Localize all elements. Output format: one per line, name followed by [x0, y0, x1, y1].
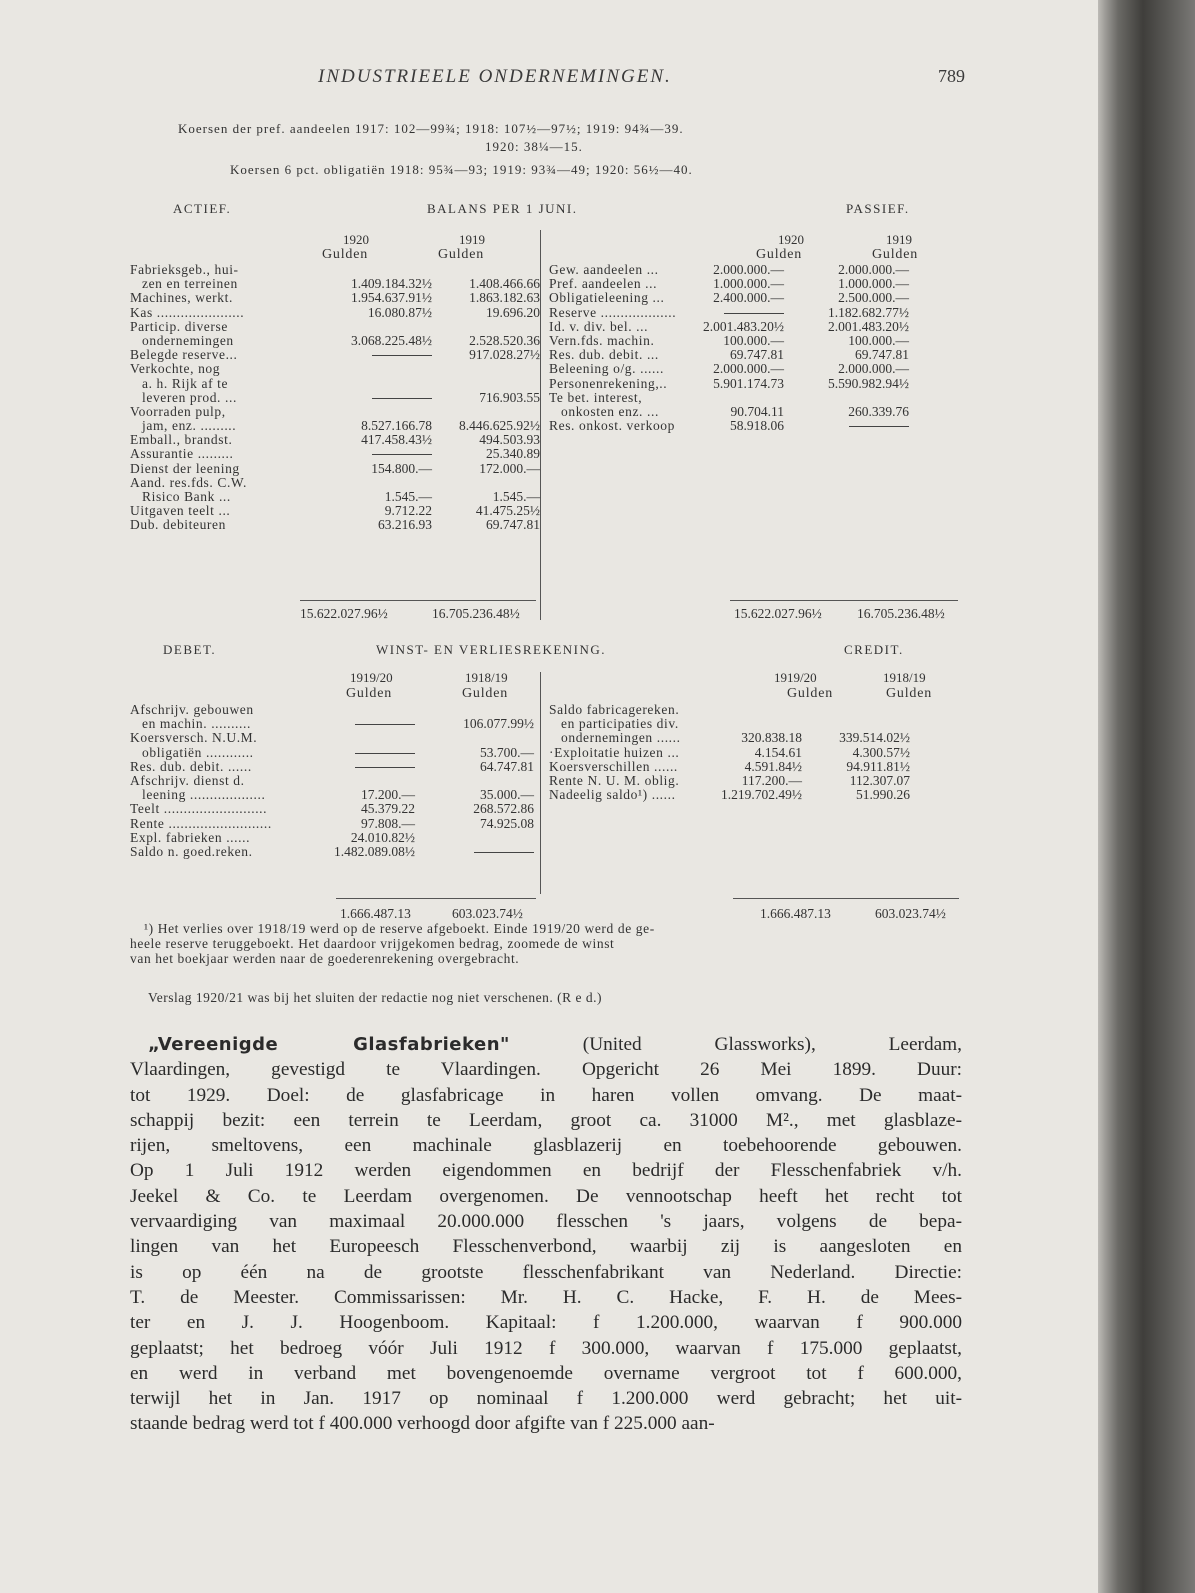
ledger-label: en participaties div.	[561, 716, 679, 732]
winst-total-debet-1919-20: 1.666.487.13	[340, 906, 411, 921]
ledger-row	[549, 362, 969, 376]
ledger-row	[130, 731, 540, 745]
ledger-value: 917.028.27½	[469, 347, 540, 363]
balans-actief-table	[130, 263, 540, 533]
company-entry-line: terwijl het in Jan. 1917 op nominaal f 1.200.000 werd gebracht; het uit-	[130, 1388, 962, 1410]
ledger-row	[130, 518, 540, 532]
ledger-row	[549, 760, 969, 774]
footnote-line: ¹) Het verlies over 1918/19 werd op de reserve afgeboekt. Einde 1919/20 werd de ge-	[144, 921, 655, 936]
ledger-row	[549, 731, 969, 745]
ledger-value: 1.000.000.—	[838, 276, 909, 292]
balans-right-total-rule	[730, 600, 958, 601]
ledger-value: 260.339.76	[848, 403, 909, 419]
ledger-label: Kas ......................	[130, 304, 245, 320]
ledger-value: 4.300.57½	[852, 744, 910, 760]
ledger-value: 1.219.702.49½	[721, 787, 802, 803]
ledger-row	[549, 405, 969, 419]
ledger-label: Dub. debiteuren	[130, 517, 226, 533]
company-entry-line: schappij bezit: een terrein te Leerdam, groot ca. 31000 M²., met glasblaze-	[130, 1109, 962, 1131]
ledger-row	[549, 703, 969, 717]
winst-credit-col-1918-19: 1918/19	[883, 670, 926, 685]
winst-left-total-rule	[336, 898, 536, 899]
ledger-value: 5.901.174.73	[713, 375, 784, 391]
ledger-row	[130, 774, 540, 788]
empty-value-dash	[372, 398, 432, 399]
balans-passief-col-1919: 1919	[886, 232, 912, 247]
company-name: „Vereenigde Glasfabrieken"	[148, 1034, 510, 1055]
ledger-value: 3.068.225.48½	[351, 332, 432, 348]
ledger-row	[130, 377, 540, 391]
ledger-row	[130, 320, 540, 334]
ledger-row	[130, 802, 540, 816]
ledger-label: Dienst der leening	[130, 460, 240, 476]
ledger-value: 1.182.682.77½	[828, 304, 909, 320]
ledger-row	[130, 263, 540, 277]
ledger-row	[130, 490, 540, 504]
ledger-label: Nadeelig saldo¹) ......	[549, 787, 676, 803]
ledger-value: 58.918.06	[730, 418, 784, 434]
company-entry-line: vervaardiging van maximaal 20.000.000 flesschen 's jaars, volgens de bepa-	[130, 1211, 962, 1233]
footnote	[130, 922, 960, 966]
ledger-label: Uitgaven teelt ...	[130, 503, 231, 519]
company-entry-line: Op 1 Juli 1912 werden eigendommen en bedrijf der Flesschenfabriek v/h.	[130, 1160, 962, 1182]
balans-passief-col-1920: 1920	[778, 232, 804, 247]
ledger-value: 320.838.18	[741, 730, 802, 746]
ledger-label: Emball., brandst.	[130, 432, 233, 448]
winst-unit-1: Gulden	[346, 686, 393, 701]
ledger-label: Aand. res.fds. C.W.	[130, 474, 248, 490]
company-entry-line: Jeekel & Co. te Leerdam overgenomen. De vennootschap heeft het recht tot	[130, 1185, 962, 1207]
company-entry-line: lingen van het Europeesch Flesschenverbond, waarbij zij is aangesloten en	[130, 1236, 962, 1258]
balans-passief-table	[549, 263, 969, 433]
ledger-row	[130, 703, 540, 717]
footnote-line: van het boekjaar werden naar de goederenrekening overgebracht.	[130, 950, 520, 966]
ledger-row	[549, 306, 969, 320]
company-entry-line: Vlaardingen, gevestigd te Vlaardingen. Opgericht 26 Mei 1899. Duur:	[130, 1059, 962, 1081]
ledger-label: obligatiën ............	[142, 744, 254, 760]
ledger-value: 64.747.81	[480, 758, 534, 774]
ledger-label: leveren prod. ...	[142, 389, 237, 405]
winst-credit-table	[549, 703, 969, 802]
company-entry-line: staande bedrag werd tot f 400.000 verhoogd door afgifte van f 225.000 aan-	[130, 1413, 715, 1435]
ledger-label: Risico Bank ...	[142, 489, 231, 504]
ledger-value: 90.704.11	[730, 403, 784, 419]
ledger-value: 172.000.—	[479, 460, 540, 476]
ledger-value: 154.800.—	[371, 460, 432, 476]
empty-value-dash	[372, 355, 432, 356]
empty-value-dash	[849, 426, 909, 427]
ledger-value: 117.200.—	[741, 772, 802, 788]
ledger-value: 716.903.55	[479, 389, 540, 405]
company-entry-line: „Vereenigde Glasfabrieken" (United Glassworks), Leerdam,	[148, 1034, 962, 1055]
ledger-row	[549, 277, 969, 291]
ledger-label: Koersverschillen ......	[549, 758, 678, 774]
ledger-value: 5.590.982.94½	[828, 375, 909, 391]
ledger-value: 2.000.000.—	[713, 361, 784, 377]
ledger-value: 1.545.—	[384, 489, 432, 504]
ledger-value: 2.400.000.—	[713, 290, 784, 306]
ledger-label: Beleening o/g. ......	[549, 361, 664, 377]
ledger-label: ondernemingen ......	[561, 730, 681, 746]
ledger-value: 16.080.87½	[367, 304, 432, 320]
ledger-label: Vern.fds. machin.	[549, 332, 655, 348]
balans-passief-unit-1: Gulden	[756, 247, 803, 262]
ledger-row	[549, 788, 969, 802]
company-entry	[130, 1032, 962, 1437]
ledger-value: 1.000.000.—	[713, 276, 784, 292]
verslag-note: Verslag 1920/21 was bij het sluiten der redactie nog niet verschenen. (R e d.)	[148, 990, 602, 1005]
ledger-value: 19.696.20	[486, 304, 540, 320]
ledger-row	[130, 447, 540, 461]
company-entry-line: rijen, smeltovens, een machinale glasblazerij en toebehoorende gebouwen.	[130, 1135, 962, 1157]
ledger-row	[130, 817, 540, 831]
ledger-label: Verkochte, nog	[130, 361, 221, 377]
winst-right-total-rule	[733, 898, 959, 899]
ledger-value: 24.010.82½	[350, 829, 415, 845]
ledger-value: 4.154.61	[754, 744, 802, 760]
koersen-pref-line: Koersen der pref. aandeelen 1917: 102—99¾; 1918: 107½—97½; 1919: 94¾—39.	[178, 121, 684, 136]
ledger-row	[130, 291, 540, 305]
company-entry-line: en werd in verband met bovengenoemde overname vergroot tot f 600.000,	[130, 1362, 962, 1384]
ledger-value: 494.503.93	[479, 432, 540, 448]
ledger-label: Res. onkost. verkoop	[549, 418, 675, 434]
ledger-row	[130, 845, 540, 859]
ledger-row	[549, 391, 969, 405]
running-head	[0, 66, 1108, 94]
ledger-value: 8.527.166.78	[361, 418, 432, 434]
winst-divider	[540, 672, 541, 894]
ledger-value: 94.911.81½	[846, 758, 910, 774]
ledger-label: jam, enz. .........	[142, 418, 237, 434]
ledger-row	[130, 831, 540, 845]
ledger-value: 1.408.466.66	[469, 276, 540, 292]
ledger-row	[130, 746, 540, 760]
ledger-value: 339.514.02½	[839, 730, 910, 746]
ledger-value: 74.925.08	[480, 815, 534, 831]
ledger-label: Res. dub. debit. ...	[549, 347, 659, 363]
balans-col-1919: 1919	[459, 232, 485, 247]
winst-credit-unit-1: Gulden	[787, 686, 834, 701]
ledger-value: 69.747.81	[486, 517, 540, 533]
winst-unit-2: Gulden	[462, 686, 509, 701]
footnote-line: heele reserve teruggeboekt. Het daardoor vrijgekomen bedrag, zoomede de winst	[130, 935, 615, 951]
ledger-row	[130, 306, 540, 320]
ledger-value: 2.000.000.—	[838, 262, 909, 277]
ledger-row	[130, 348, 540, 362]
ledger-label: ·Exploitatie huizen ...	[549, 744, 680, 760]
ledger-label: Rente ..........................	[130, 815, 272, 831]
ledger-value: 1.482.089.08½	[334, 843, 415, 859]
ledger-value: 100.000.—	[848, 332, 909, 348]
balans-left-total-rule	[300, 600, 536, 601]
ledger-label: onkosten enz. ...	[561, 403, 659, 419]
ledger-value: 1.545.—	[492, 489, 540, 504]
balans-passief-unit-2: Gulden	[872, 247, 919, 262]
balans-total-actief-1919: 16.705.236.48½	[432, 606, 520, 621]
ledger-value: 2.528.520.36	[469, 332, 540, 348]
ledger-row	[130, 476, 540, 490]
ledger-value: 2.500.000.—	[838, 290, 909, 306]
ledger-row	[130, 419, 540, 433]
ledger-value: 112.307.07	[849, 772, 910, 788]
ledger-value: 51.990.26	[856, 787, 910, 803]
ledger-row	[549, 348, 969, 362]
ledger-value: 53.700.—	[480, 744, 534, 760]
ledger-label: Pref. aandeelen ...	[549, 276, 658, 292]
ledger-label: Reserve ...................	[549, 304, 677, 320]
ledger-value: 45.379.22	[361, 801, 415, 817]
ledger-value: 17.200.—	[361, 787, 415, 803]
ledger-label: ondernemingen	[142, 332, 234, 348]
ledger-row	[130, 717, 540, 731]
ledger-label: Expl. fabrieken ......	[130, 829, 251, 845]
ledger-label: Personenrekening,..	[549, 375, 668, 391]
company-entry-line: is op één na de grootste flesschenfabrikant van Nederland. Directie:	[130, 1261, 962, 1283]
ledger-value: 2.000.000.—	[838, 361, 909, 377]
balans-divider	[540, 230, 541, 620]
ledger-row	[549, 291, 969, 305]
ledger-row	[130, 391, 540, 405]
ledger-label: Machines, werkt.	[130, 290, 233, 306]
ledger-value: 25.340.89	[486, 446, 540, 462]
ledger-label: zen en terreinen	[142, 276, 238, 292]
ledger-label: Saldo n. goed.reken.	[130, 843, 253, 859]
ledger-row	[549, 746, 969, 760]
company-entry-line: T. de Meester. Commissarissen: Mr. H. C. Hacke, F. H. de Mees-	[130, 1286, 962, 1308]
ledger-value: 4.591.84½	[744, 758, 802, 774]
ledger-row	[549, 419, 969, 433]
ledger-row	[549, 320, 969, 334]
ledger-row	[130, 760, 540, 774]
winst-credit-heading: CREDIT.	[844, 642, 904, 657]
winst-total-debet-1918-19: 603.023.74½	[452, 906, 523, 921]
empty-value-dash	[355, 724, 415, 725]
balans-unit-2: Gulden	[438, 247, 485, 262]
ledger-value: 100.000.—	[723, 332, 784, 348]
ledger-label: Afschrijv. dienst d.	[130, 772, 245, 788]
ledger-value: 9.712.22	[384, 503, 432, 519]
ledger-row	[130, 405, 540, 419]
winst-col-1918-19: 1918/19	[465, 670, 508, 685]
ledger-row	[130, 362, 540, 376]
ledger-label: Obligatieleening ...	[549, 290, 665, 306]
winst-total-credit-1918-19: 603.023.74½	[875, 906, 946, 921]
ledger-label: Res. dub. debit. ......	[130, 758, 252, 774]
ledger-row	[130, 433, 540, 447]
ledger-row	[549, 377, 969, 391]
winst-debet-heading: DEBET.	[163, 642, 217, 657]
ledger-value: 8.446.625.92½	[459, 418, 540, 434]
ledger-label: Koersversch. N.U.M.	[130, 730, 258, 746]
page-number: 789	[938, 66, 965, 86]
ledger-row	[549, 774, 969, 788]
balans-passief-heading: PASSIEF.	[846, 201, 910, 216]
balans-actief-heading: ACTIEF.	[173, 201, 232, 216]
ledger-label: Afschrijv. gebouwen	[130, 702, 254, 717]
ledger-label: Gew. aandeelen ...	[549, 262, 659, 277]
ledger-value: 106.077.99½	[463, 716, 534, 732]
ledger-row	[549, 263, 969, 277]
book-binding	[1098, 0, 1195, 1593]
ledger-label: Te bet. interest,	[549, 389, 643, 405]
ledger-value: 1.409.184.32½	[351, 276, 432, 292]
winst-debet-table	[130, 703, 540, 859]
empty-value-dash	[355, 753, 415, 754]
winst-credit-unit-2: Gulden	[886, 686, 933, 701]
ledger-label: Id. v. div. bel. ...	[549, 318, 649, 334]
empty-value-dash	[724, 313, 784, 314]
ledger-label: Rente N. U. M. oblig.	[549, 772, 680, 788]
ledger-row	[130, 788, 540, 802]
ledger-label: a. h. Rijk af te	[142, 375, 229, 391]
koersen-pref-line-2: 1920: 38¼—15.	[485, 139, 583, 154]
winst-credit-col-1919-20: 1919/20	[774, 670, 817, 685]
ledger-row	[549, 334, 969, 348]
ledger-label: Saldo fabricagereken.	[549, 702, 680, 717]
ledger-value: 41.475.25½	[475, 503, 540, 519]
ledger-value: 69.747.81	[855, 347, 909, 363]
winst-total-credit-1919-20: 1.666.487.13	[760, 906, 831, 921]
ledger-value: 35.000.—	[480, 787, 534, 803]
ledger-label: Fabrieksgeb., hui-	[130, 262, 239, 277]
running-head-title: INDUSTRIEELE ONDERNEMINGEN.	[318, 66, 672, 87]
ledger-value: 2.001.483.20½	[703, 318, 784, 334]
balans-unit-1: Gulden	[322, 247, 369, 262]
ledger-row	[549, 717, 969, 731]
company-entry-line: geplaatst; het bedroeg vóór Juli 1912 f 300.000, waarvan f 175.000 geplaatst,	[130, 1337, 962, 1359]
ledger-label: Teelt ..........................	[130, 801, 268, 817]
balans-col-1920: 1920	[343, 232, 369, 247]
ledger-row	[130, 334, 540, 348]
ledger-value: 63.216.93	[378, 517, 432, 533]
ledger-value: 2.001.483.20½	[828, 318, 909, 334]
ledger-value: 97.808.—	[361, 815, 415, 831]
ledger-label: Assurantie .........	[130, 446, 234, 462]
ledger-value: 268.572.86	[473, 801, 534, 817]
ledger-label: en machin. ..........	[142, 716, 251, 732]
ledger-value: 417.458.43½	[361, 432, 432, 448]
empty-value-dash	[372, 454, 432, 455]
ledger-value: 1.954.637.91½	[351, 290, 432, 306]
ledger-row	[130, 277, 540, 291]
ledger-label: Voorraden pulp,	[130, 403, 226, 419]
balans-total-passief-1919: 16.705.236.48½	[857, 606, 945, 621]
ledger-label: leening ...................	[142, 787, 266, 803]
company-entry-line: ter en J. J. Hoogenboom. Kapitaal: f 1.200.000, waarvan f 900.000	[130, 1312, 962, 1334]
winst-col-1919-20: 1919/20	[350, 670, 393, 685]
ledger-label: Particip. diverse	[130, 318, 228, 334]
empty-value-dash	[474, 852, 534, 853]
balans-title: BALANS PER 1 JUNI.	[427, 201, 578, 216]
balans-total-passief-1920: 15.622.027.96½	[734, 606, 822, 621]
winst-title: WINST- EN VERLIESREKENING.	[376, 642, 607, 657]
balans-total-actief-1920: 15.622.027.96½	[300, 606, 388, 621]
ledger-value: 1.863.182.63	[469, 290, 540, 306]
koersen-obligaties-line: Koersen 6 pct. obligatiën 1918: 95¾—93; 1919: 93¾—49; 1920: 56½—40.	[230, 162, 693, 177]
ledger-row	[130, 462, 540, 476]
ledger-value: 69.747.81	[730, 347, 784, 363]
ledger-value: 2.000.000.—	[713, 262, 784, 277]
empty-value-dash	[355, 767, 415, 768]
ledger-row	[130, 504, 540, 518]
company-entry-line: tot 1929. Doel: de glasfabricage in haren vollen omvang. De maat-	[130, 1084, 962, 1106]
ledger-label: Belegde reserve...	[130, 347, 238, 363]
